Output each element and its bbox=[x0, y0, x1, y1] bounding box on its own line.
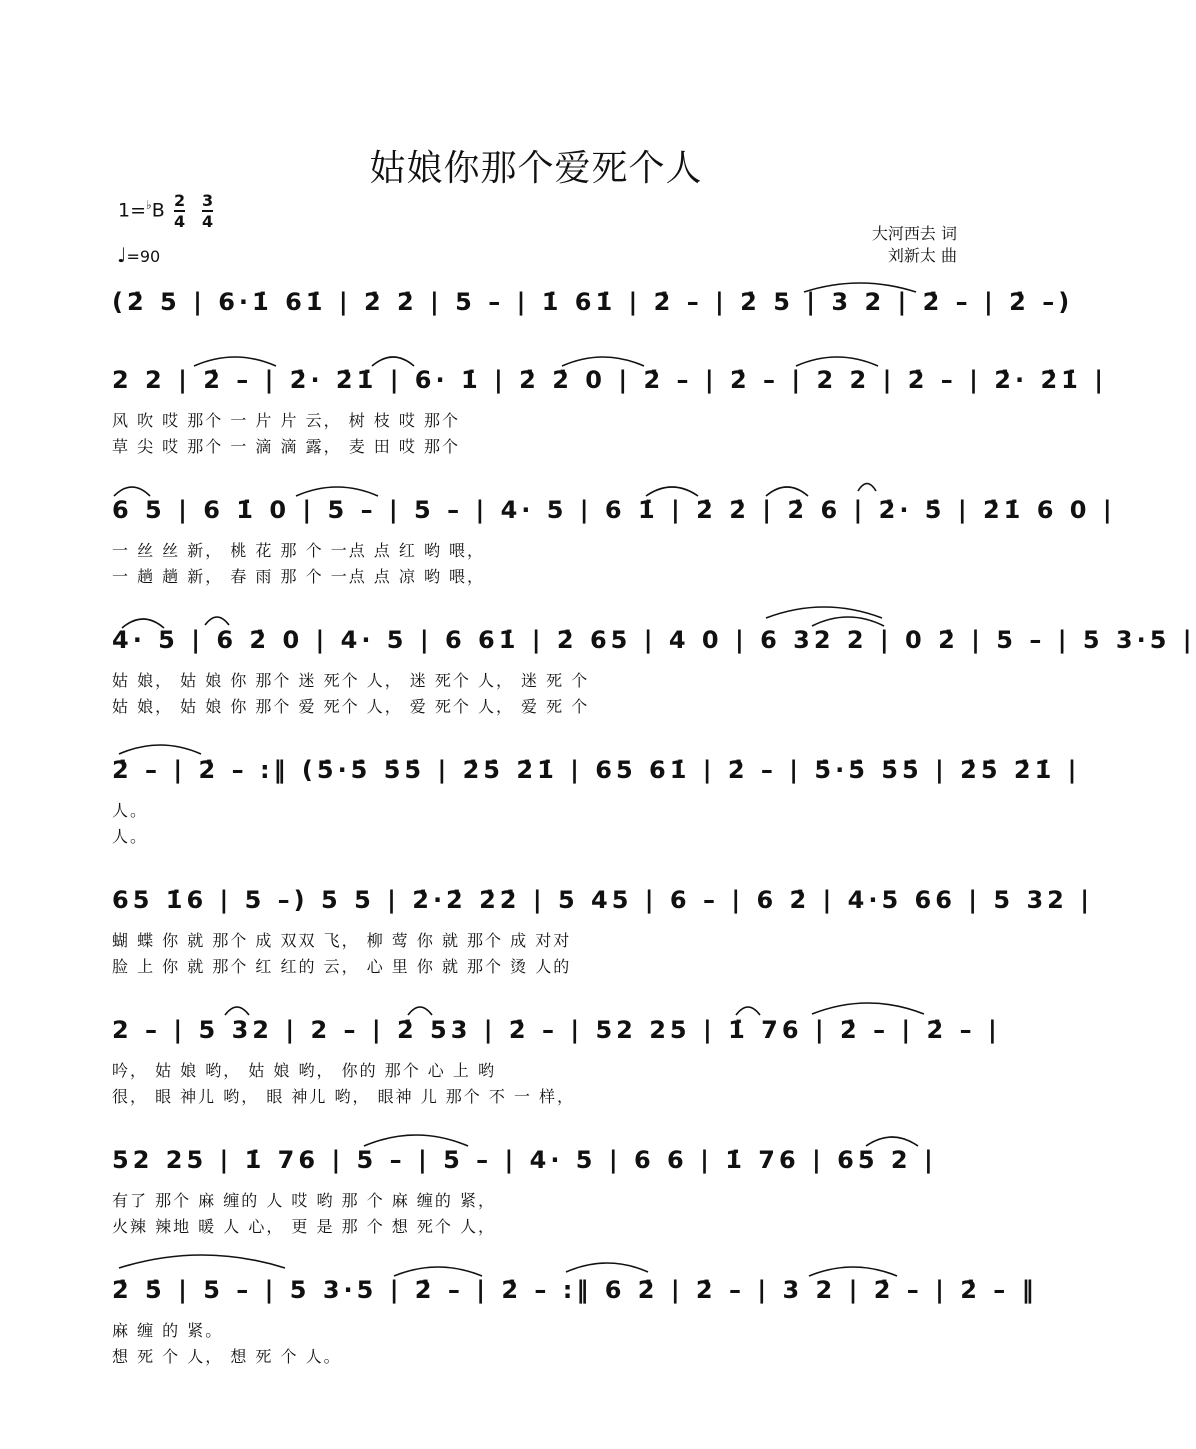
tie-slur bbox=[733, 1000, 763, 1018]
lyrics-verse-2: 姑 娘， 姑 娘 你 那个 爱 死个 人， 爱 死个 人， 爱 死 个 bbox=[112, 697, 590, 716]
tie-slur bbox=[642, 480, 702, 500]
tie-slur bbox=[562, 1256, 652, 1276]
notation-line: 2̇ – | 2̇ – :‖ (5̇·5̇ 5̇5̇ | 2̇5̇ 2̇1̇ | 65 61̇ | 2̇ – | 5̇·5̇ 5̇5̇ | 2̇5̇ 2̇1̇ | bbox=[112, 756, 1081, 784]
lyrics-verse-1: 人。 bbox=[112, 801, 149, 820]
tie-slur bbox=[190, 350, 280, 370]
tie-slur bbox=[558, 350, 648, 370]
key-signature bbox=[118, 191, 214, 231]
tie-slur bbox=[292, 480, 382, 500]
tie-slur bbox=[368, 350, 418, 370]
tie-slur bbox=[110, 480, 154, 500]
lyrics-verse-2: 人。 bbox=[112, 827, 149, 846]
lyrics-verse-2: 很， 眼 神儿 哟， 眼 神儿 哟， 眼神 儿 那个 不 一 样， bbox=[112, 1087, 576, 1106]
tie-slur bbox=[855, 478, 879, 494]
tie-slur bbox=[222, 1000, 252, 1018]
tie-slur bbox=[115, 1248, 289, 1272]
tie-slur bbox=[762, 480, 812, 500]
tie-slur bbox=[360, 1128, 472, 1150]
tie-slur bbox=[405, 1000, 435, 1018]
tie-slur bbox=[792, 350, 882, 370]
tempo-marking bbox=[117, 243, 160, 267]
lyrics-verse-1: 有了 那个 麻 缠的 人 哎 哟 那 个 麻 缠的 紧， bbox=[112, 1191, 496, 1210]
tie-slur bbox=[862, 1130, 922, 1150]
lyrics-verse-1: 一 丝 丝 新， 桃 花 那 个 一点 点 红 哟 喂， bbox=[112, 541, 486, 560]
tie-slur bbox=[805, 1260, 901, 1280]
lyrics-verse-1: 风 吹 哎 那个 一 片 片 云， 树 枝 哎 那个 bbox=[112, 411, 460, 430]
key-prefix: 1= bbox=[118, 199, 147, 222]
quarter-note-icon: ♩ bbox=[117, 243, 127, 267]
notation-line: 2̇ 5̇ | 5 – | 5 3·5 | 2̇ – | 2̇ – :‖ 6 2̇ | 2̇ – | 3 2 | 2̇ – | 2̇ – ‖ bbox=[112, 1276, 1038, 1304]
time-signature-3-4: 3 4 bbox=[202, 191, 214, 231]
composer-credit: 刘新太 曲 bbox=[887, 246, 957, 265]
lyrics-verse-2: 脸 上 你 就 那个 红 红的 云， 心 里 你 就 那个 烫 人的 bbox=[112, 957, 572, 976]
notation-line: 4· 5 | 6 2̇ 0 | 4· 5 | 6 61̇ | 2̇ 65 | 4 0 | 6 32 2 | 0 2̇ | 5 – | 5 3·5 | bbox=[112, 626, 1196, 654]
lyrics-verse-2: 火辣 辣地 暖 人 心， 更 是 那 个 想 死个 人， bbox=[112, 1217, 496, 1236]
tie-slur bbox=[808, 610, 888, 630]
song-title: 姑娘你那个爱死个人 bbox=[369, 148, 703, 189]
lyricist-credit: 大河西去 词 bbox=[871, 224, 957, 243]
flat-sign: ♭ bbox=[146, 198, 152, 212]
tie-slur bbox=[800, 276, 920, 296]
notation-line: 65 1̇6 | 5 –) 5 5 | 2̇·2̇ 2̇2̇ | 5 45 | 6 – | 6 2̇ | 4·5 66 | 5 32 | bbox=[112, 886, 1093, 914]
lyrics-verse-2: 一 趟 趟 新， 春 雨 那 个 一点 点 凉 哟 喂， bbox=[112, 567, 486, 586]
lyrics-verse-2: 想 死 个 人， 想 死 个 人。 bbox=[112, 1347, 342, 1366]
tie-slur bbox=[118, 612, 168, 632]
time-signature-2-4: 2 4 bbox=[174, 191, 186, 231]
lyrics-verse-1: 吟， 姑 娘 哟， 姑 娘 哟， 你的 那个 心 上 哟 bbox=[112, 1061, 496, 1080]
lyrics-verse-1: 蝴 蝶 你 就 那个 成 双双 飞， 柳 莺 你 就 那个 成 对对 bbox=[112, 931, 572, 950]
notation-line: 52 25 | 1̇ 76 | 5 – | 5 – | 4· 5 | 6 6 | 1̇ 76 | 65 2 | bbox=[112, 1146, 937, 1174]
tie-slur bbox=[808, 996, 928, 1018]
notation-line: 2 – | 5 32 | 2 – | 2̇ 53 | 2̇ – | 52 25 | 1̇ 76 | 2̇ – | 2̇ – | bbox=[112, 1016, 1001, 1044]
tempo-value: =90 bbox=[126, 247, 161, 266]
notation-line: 2 2 | 2̇ – | 2̇· 2̇1̇ | 6· 1̇ | 2̇ 2̇ 0 | 2̇ – | 2̇ – | 2 2 | 2̇ – | 2̇· 2̇1̇ | bbox=[112, 366, 1107, 394]
notation-line: (2̇ 5 | 6·1̇ 61̇ | 2̇ 2̇ | 5 – | 1̇ 61̇ | 2̇ – | 2̇ 5 | 3 2 | 2̇ – | 2̇ –) bbox=[112, 288, 1074, 316]
lyrics-verse-1: 姑 娘， 姑 娘 你 那个 迷 死个 人， 迷 死个 人， 迷 死 个 bbox=[112, 671, 590, 690]
lyrics-verse-1: 麻 缠 的 紧。 bbox=[112, 1321, 224, 1340]
lyrics-verse-2: 草 尖 哎 那个 一 滴 滴 露， 麦 田 哎 那个 bbox=[112, 437, 460, 456]
tie-slur bbox=[115, 738, 205, 758]
tie-slur bbox=[390, 1260, 486, 1280]
key-tonic: B bbox=[151, 199, 165, 222]
tie-slur bbox=[202, 610, 232, 628]
notation-line: 6 5 | 6 1̇ 0 | 5 – | 5 – | 4· 5 | 6 1̇ | 2̇ 2̇ | 2̇ 6 | 2̇· 5̇ | 2̇1̇ 6 0 | bbox=[112, 496, 1116, 524]
credits bbox=[872, 223, 957, 267]
